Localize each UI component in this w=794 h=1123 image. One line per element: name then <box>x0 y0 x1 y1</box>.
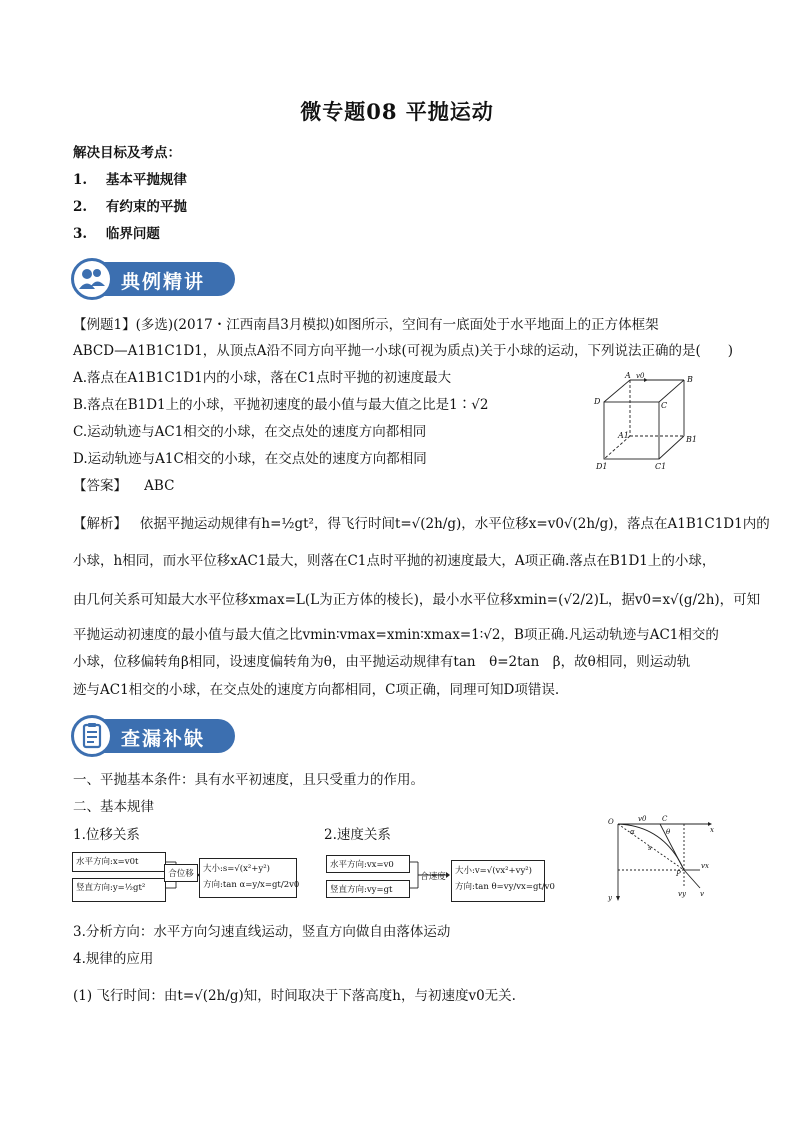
option-d: D.运动轨迹与A1C相交的小球，在交点处的速度方向都相同 <box>73 451 427 467</box>
diag-label-c: C <box>662 815 668 823</box>
vel-magnitude: 大小:v=√(vx²+vy²) <box>455 866 532 876</box>
vel-vertical-box: 竖直方向:vy=gt <box>326 880 410 898</box>
analysis-line-5: 小球，位移偏转角β相同，设速度偏转角为θ，由平抛运动规律有tan θ=2tan β，故θ相同，则运动轨 <box>73 654 691 670</box>
example-line-1: 【例题1】(多选)(2017・江西南昌3月模拟)如图所示，空间有一底面处于水平地面上的正方体框架 <box>73 317 659 333</box>
vel-combine-label: 合速度 <box>420 872 446 882</box>
option-b: B.落点在B1D1上的小球，平抛初速度的最小值与最大值之比是1∶√2 <box>73 397 489 413</box>
goal-text: 临界问题 <box>105 226 160 242</box>
cube-label-c1: C1 <box>655 462 667 471</box>
answer-line <box>73 476 174 496</box>
cube-label-d1: D1 <box>596 462 608 471</box>
page-title: 微专题08 平抛运动 <box>300 99 494 124</box>
displacement-title: 1.位移关系 <box>73 827 140 843</box>
cube-label-c: C <box>661 401 668 410</box>
vel-result-box <box>451 860 555 902</box>
goal-num: 1. <box>73 172 88 188</box>
example-line-2: ABCD—A1B1C1D1，从顶点A沿不同方向平抛一小球(可视为质点)关于小球的运动，下列说法正确的是( ) <box>73 343 734 359</box>
flight-time: (1) 飞行时间：由t=√(2h/g)知，时间取决于下落高度h，与初速度v0无关. <box>73 988 516 1004</box>
cube-figure <box>592 370 704 475</box>
disp-result-box <box>199 858 300 898</box>
goal-num: 3. <box>73 226 88 242</box>
analysis-line-6: 迹与AC1相交的小球，在交点处的速度方向都相同，C项正确，同理可知D项错误. <box>73 682 560 698</box>
goal-text: 有约束的平抛 <box>105 199 187 215</box>
diag-label-vy: vy <box>678 890 686 898</box>
disp-magnitude: 大小:s=√(x²+y²) <box>203 864 270 874</box>
answer-value: ABC <box>144 478 175 494</box>
option-c: C.运动轨迹与AC1相交的小球，在交点处的速度方向都相同 <box>73 424 427 440</box>
banner-review-label: 查漏补缺 <box>121 728 206 750</box>
answer-label: 【答案】 <box>73 478 127 494</box>
diag-label-x: x <box>710 826 714 834</box>
diag-label-p: P <box>676 870 681 878</box>
velocity-title: 2.速度关系 <box>324 827 391 843</box>
banner-review <box>73 719 235 753</box>
cube-label-v0: v0 <box>636 372 645 380</box>
diag-label-y: y <box>608 894 612 902</box>
vel-horizontal-box: 水平方向:vx=v0 <box>326 855 410 873</box>
disp-direction: 方向:tan α=y/x=gt/2v0 <box>203 880 300 890</box>
banner-example <box>73 262 235 296</box>
cube-label-d: D <box>594 397 601 406</box>
diag-label-v0: v0 <box>638 815 647 823</box>
disp-combine-box: 合位移 <box>164 864 198 882</box>
review-rules-heading: 二、基本规律 <box>73 799 154 815</box>
diag-label-alpha: α <box>630 828 635 836</box>
analysis-text: 依据平抛运动规律有h=½gt²，得飞行时间t=√(2h/g)，水平位移x=v0√(2h/g)，落点在A1B1C1D1内的 <box>139 516 770 532</box>
projectile-diagram <box>604 812 724 904</box>
cube-label-b1: B1 <box>686 435 697 444</box>
cube-label-a: A <box>625 371 631 380</box>
goal-item-1 <box>73 170 187 190</box>
disp-horizontal-box: 水平方向:x=v0t <box>72 852 166 872</box>
diag-label-v: v <box>700 890 704 898</box>
analysis-label: 【解析】 <box>73 516 127 532</box>
diag-label-theta: θ <box>666 828 671 836</box>
diag-label-vx: vx <box>701 862 709 870</box>
diag-label-o: O <box>608 818 614 826</box>
goal-num: 2. <box>73 199 88 215</box>
application-heading: 4.规律的应用 <box>73 951 154 967</box>
vel-direction: 方向:tan θ=vy/vx=gt/v0 <box>455 882 555 892</box>
goal-item-2 <box>73 197 187 217</box>
analysis-line-1 <box>73 514 770 534</box>
clipboard-icon <box>71 715 113 757</box>
analysis-line-3: 由几何关系可知最大水平位移xmax=L(L为正方体的棱长)，最小水平位移xmin=(√2/2)L，据v0=x√(g/2h)，可知 <box>73 592 761 608</box>
cube-label-b: B <box>687 375 693 384</box>
disp-vertical-box: 竖直方向:y=½gt² <box>72 878 166 902</box>
review-condition: 一、平抛基本条件：具有水平初速度，且只受重力的作用。 <box>73 772 424 788</box>
goal-item-3 <box>73 224 160 244</box>
cube-label-a1: A1 <box>618 431 629 440</box>
people-icon <box>71 258 113 300</box>
analysis-direction: 3.分析方向：水平方向匀速直线运动，竖直方向做自由落体运动 <box>73 924 451 940</box>
diag-label-s: s <box>648 844 652 852</box>
analysis-line-2: 小球，h相同，而水平位移xAC1最大，则落在C1点时平抛的初速度最大，A项正确.落点在B1D1上的小球， <box>73 553 716 569</box>
goal-text: 基本平抛规律 <box>105 172 187 188</box>
analysis-line-4: 平抛运动初速度的最小值与最大值之比vmin∶vmax=xmin∶xmax=1∶√2，B项正确.凡运动轨迹与AC1相交的 <box>73 627 719 643</box>
goals-heading: 解决目标及考点： <box>73 145 181 161</box>
banner-example-label: 典例精讲 <box>121 271 206 293</box>
option-a: A.落点在A1B1C1D1内的小球，落在C1点时平抛的初速度最大 <box>73 370 452 386</box>
